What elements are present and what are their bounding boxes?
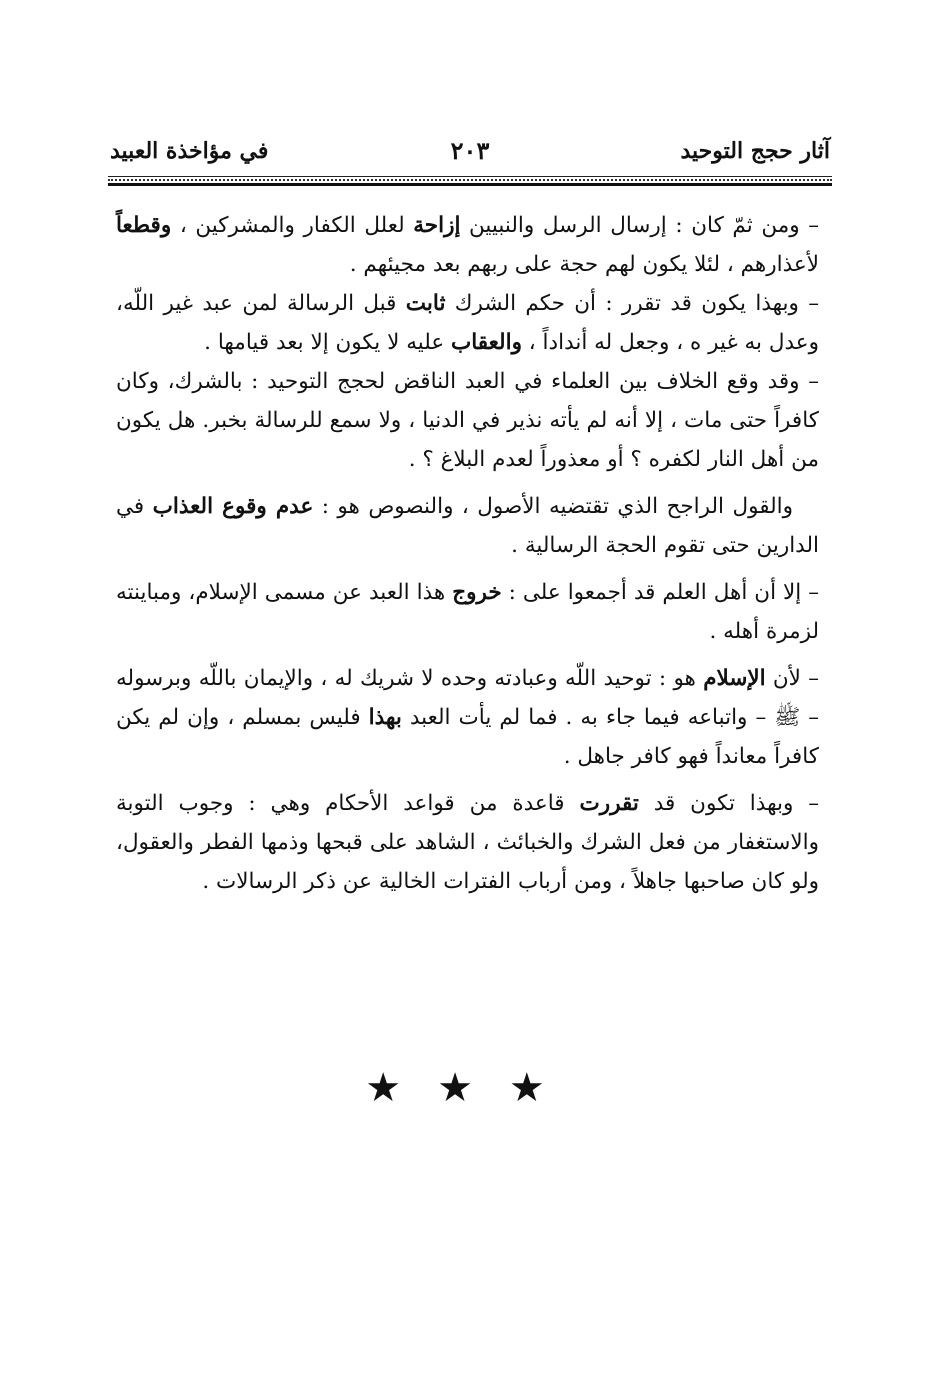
page-body: [116, 206, 819, 901]
bold-phrase: الإسلام: [703, 666, 766, 691]
paragraph-scholarly-consensus: – إلا أن أهل العلم قد أجمعوا على : خروج هذا العبد عن مسمى الإسلام، ومباينته لزمرة أهله .: [116, 580, 820, 644]
bold-phrase: بهذا: [368, 705, 402, 730]
bold-phrase: خروج: [452, 580, 502, 605]
section-end-stars: ★★★: [365, 1065, 581, 1111]
header-divider-dotted: [108, 179, 832, 181]
bold-phrase: وقطعاً: [116, 213, 172, 238]
paragraph-preferred-opinion: والقول الراجح الذي تقتضيه الأصول ، والنصوص هو : عدم وقوع العذاب في الدارين حتى تقوم الحجة الرسالية .: [116, 494, 819, 558]
chapter-title: في مؤاخذة العبيد: [110, 138, 269, 164]
bold-phrase: ثابت: [405, 291, 446, 316]
paragraph-scholarly-dispute: – وقد وقع الخلاف بين العلماء في العبد الناقض لحجج التوحيد : بالشرك، وكان كافراً حتى مات ، إلا أنه لم يأته نذير في الدنيا ، ولا سمع للرسالة بخبر. هل يكون من أهل النار لكفره ؟ أو معذوراً لعدم البلاغ ؟ .: [116, 369, 819, 472]
page-number: ٢٠٣: [450, 136, 490, 165]
paragraph-ruling-of-shirk: – وبهذا يكون قد تقرر : أن حكم الشرك ثابت قبل الرسالة لمن عبد غير اللّه، وعدل به غير ه ، وجعل له أنداداً ، والعقاب عليه لا يكون إلا بعد قيامها .: [116, 291, 820, 355]
running-header: [110, 134, 830, 174]
bold-phrase: والعقاب: [451, 330, 522, 355]
paragraph-established-rule: – وبهذا تكون قد تقررت قاعدة من قواعد الأحكام وهي : وجوب التوبة والاستغفار من فعل الشرك والخبائث ، الشاهد على قبحها وذمها الفطر والعقول، ولو كان صاحبها جاهلاً ، ومن أرباب الفترات الخالية عن ذكر الرسالات .: [116, 791, 819, 894]
bold-phrase: تقررت: [579, 791, 639, 816]
header-divider-thin: [108, 176, 832, 177]
header-divider-thick: [108, 183, 832, 186]
book-title: آثار حجج التوحيد: [680, 138, 830, 164]
paragraph-definition-of-islam: – لأن الإسلام هو : توحيد اللّه وعبادته وحده لا شريك له ، والإيمان باللّه وبرسوله – ﷺ – واتباعه فيما جاء به . فما لم يأت العبد بهذا فليس بمسلم ، وإن لم يكن كافراً معانداً فهو كافر جاهل .: [116, 666, 819, 769]
paragraph-sending-messengers: – ومن ثمّ كان : إرسال الرسل والنبيين إزاحة لعلل الكفار والمشركين ، وقطعاً لأعذارهم ، لئلا يكون لهم حجة على ربهم بعد مجيئهم .: [116, 213, 819, 277]
bold-phrase: إزاحة: [413, 213, 461, 238]
bold-phrase: عدم وقوع العذاب: [152, 494, 314, 519]
